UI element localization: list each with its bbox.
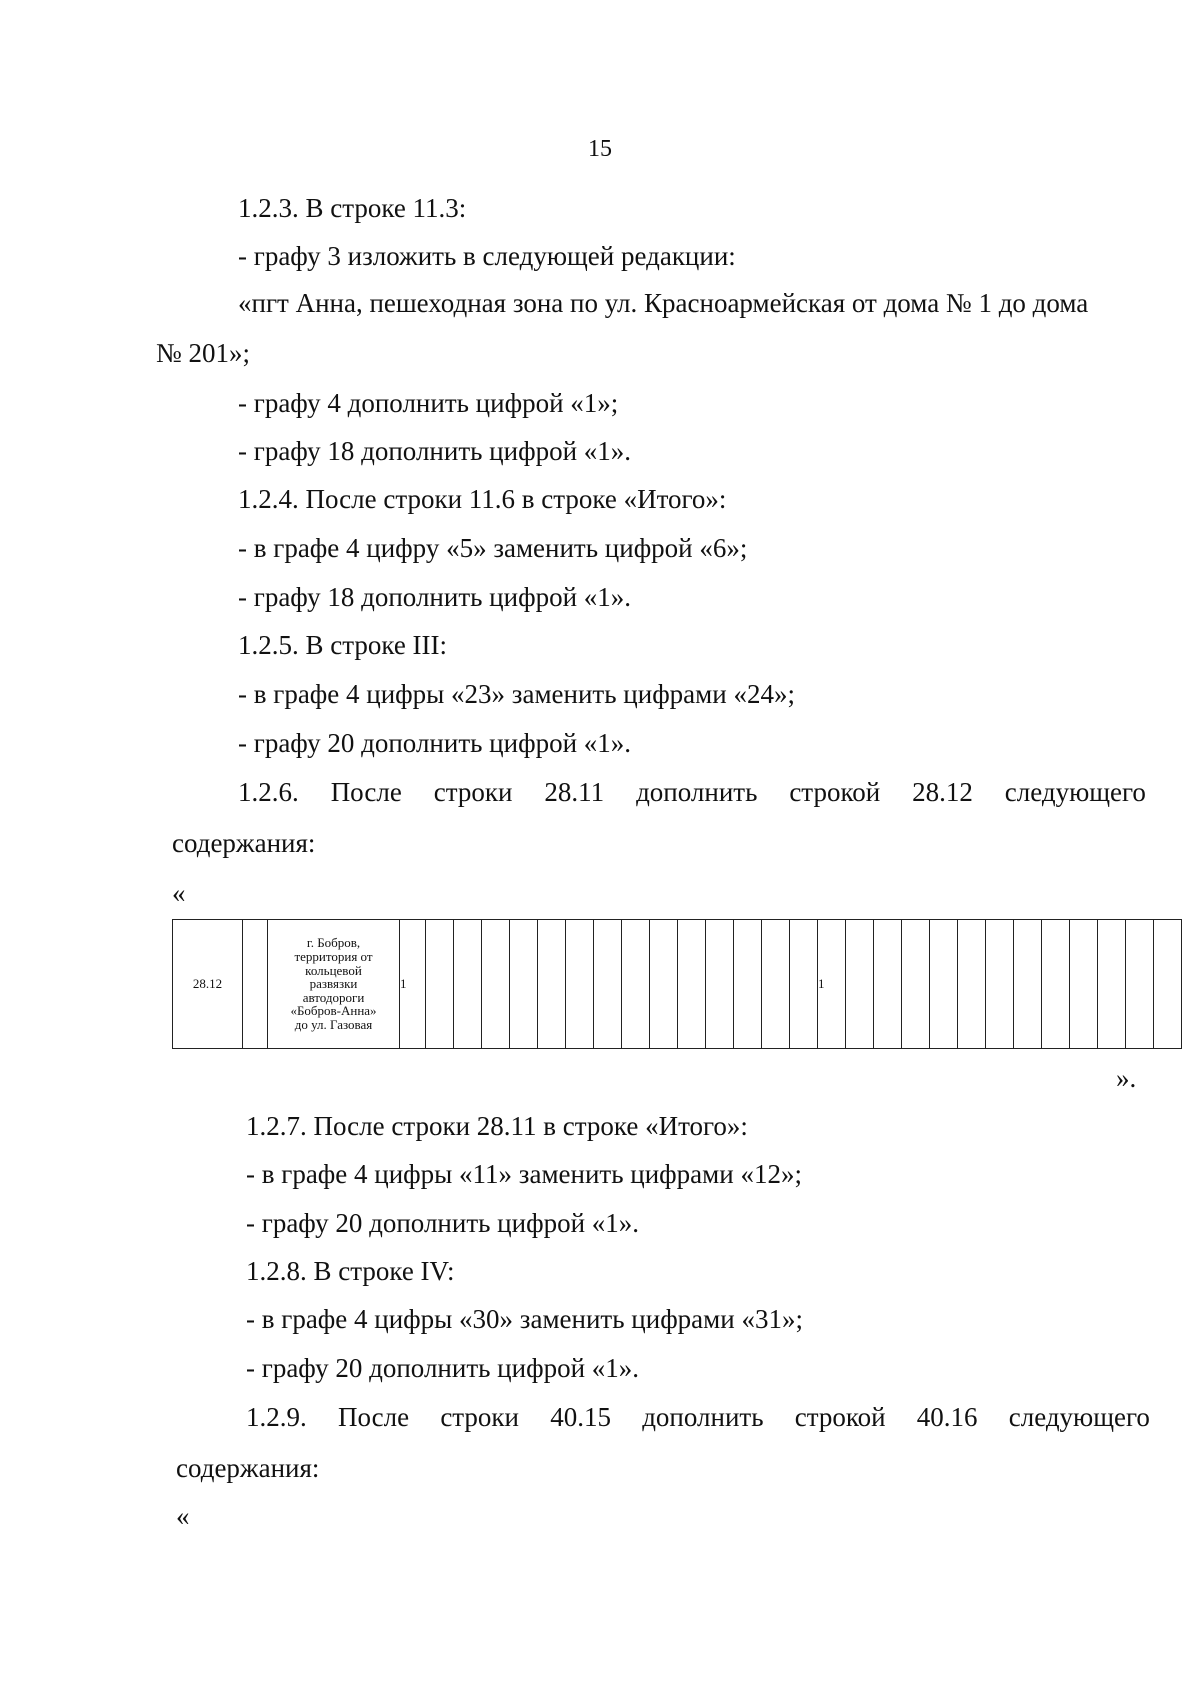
table-cell (762, 920, 790, 1049)
paragraph-line: - графу 3 изложить в следующей редакции: (238, 241, 736, 271)
paragraph-line: содержания: (172, 828, 316, 858)
address-line: «Бобров-Анна» (290, 1003, 377, 1019)
paragraph-line: - графу 18 дополнить цифрой «1». (238, 582, 632, 612)
table-row (173, 920, 1182, 1049)
word: строки (440, 1402, 519, 1432)
item-1-2-3: 1.2.3. В строке 11.3: (238, 193, 467, 223)
table-cell (958, 920, 986, 1049)
word: 40.15 (550, 1402, 611, 1432)
address-cell (268, 920, 400, 1049)
item-1-2-4: 1.2.4. После строки 11.6 в строке «Итого»: (238, 484, 727, 514)
word: 1.2.9. (246, 1402, 307, 1432)
item-1-2-9 (246, 1404, 1150, 1431)
table-cell (1042, 920, 1070, 1049)
paragraph-line: - графу 18 дополнить цифрой «1». (238, 436, 632, 466)
open-quote: « (172, 878, 186, 908)
address-line: территория от (294, 948, 373, 964)
table-cell (1154, 920, 1182, 1049)
table-cell (986, 920, 1014, 1049)
word: строки (433, 777, 513, 807)
paragraph-line: - графу 20 дополнить цифрой «1». (238, 728, 632, 758)
table-cell (510, 920, 538, 1049)
table-cell (1070, 920, 1098, 1049)
table-cell (930, 920, 958, 1049)
table-cell (538, 920, 566, 1049)
address-line: автодороги (302, 989, 365, 1005)
table-cell (482, 920, 510, 1049)
item-1-2-7: 1.2.7. После строки 28.11 в строке «Итого»: (246, 1111, 748, 1141)
open-quote: « (176, 1501, 190, 1531)
table-cell (790, 920, 818, 1049)
word: строкой (794, 1402, 886, 1432)
paragraph-line: - графу 4 дополнить цифрой «1»; (238, 388, 619, 418)
paragraph-line: «пгт Анна, пешеходная зона по ул. Красноармейская от дома № 1 до дома (238, 288, 1089, 318)
table-cell (874, 920, 902, 1049)
item-1-2-5: 1.2.5. В строке III: (238, 630, 448, 660)
paragraph-line: - в графе 4 цифры «11» заменить цифрами «12»; (246, 1159, 802, 1189)
table-cell (454, 920, 482, 1049)
inserted-table-row (172, 919, 1182, 1049)
table-cell (566, 920, 594, 1049)
table-cell (1126, 920, 1154, 1049)
table-cell (846, 920, 874, 1049)
paragraph-line: содержания: (176, 1453, 320, 1483)
paragraph-line: № 201»; (156, 338, 251, 368)
row-number-cell: 28.12 (173, 920, 243, 1049)
word: дополнить (636, 777, 758, 807)
paragraph-line: - графу 20 дополнить цифрой «1». (246, 1208, 640, 1238)
word: следующего (1004, 777, 1146, 807)
page-number: 15 (588, 136, 612, 162)
word: строкой (789, 777, 881, 807)
word: 1.2.6. (238, 777, 299, 807)
table-cell (678, 920, 706, 1049)
word: После (337, 1402, 410, 1432)
address-line: кольцевой (305, 962, 362, 978)
column-4-cell: 1 (400, 920, 426, 1049)
table-cell (1014, 920, 1042, 1049)
item-1-2-8: 1.2.8. В строке IV: (246, 1256, 455, 1286)
close-quote: ». (1116, 1063, 1137, 1093)
word: 40.16 (916, 1402, 978, 1432)
table-cell (1098, 920, 1126, 1049)
table-cell (426, 920, 454, 1049)
address-line: г. Бобров, (306, 935, 361, 951)
table-cell (902, 920, 930, 1049)
word: 28.11 (544, 777, 605, 807)
table-cell (243, 920, 268, 1049)
column-20-cell: 1 (818, 920, 846, 1049)
paragraph-line: - графу 20 дополнить цифрой «1». (246, 1353, 640, 1383)
address-line: до ул. Газовая (294, 1017, 373, 1033)
table-cell (622, 920, 650, 1049)
word: 28.12 (912, 777, 973, 807)
address-line: развязки (309, 976, 358, 992)
word: следующего (1008, 1402, 1150, 1432)
word: После (330, 777, 402, 807)
table-cell (706, 920, 734, 1049)
word: дополнить (642, 1402, 764, 1432)
paragraph-line: - в графе 4 цифры «23» заменить цифрами «24»; (238, 679, 795, 709)
paragraph-line: - в графе 4 цифры «30» заменить цифрами «31»; (246, 1304, 803, 1334)
table-cell (594, 920, 622, 1049)
item-1-2-6 (238, 779, 1146, 806)
table-cell (650, 920, 678, 1049)
table-cell (734, 920, 762, 1049)
paragraph-line: - в графе 4 цифру «5» заменить цифрой «6»; (238, 533, 748, 563)
